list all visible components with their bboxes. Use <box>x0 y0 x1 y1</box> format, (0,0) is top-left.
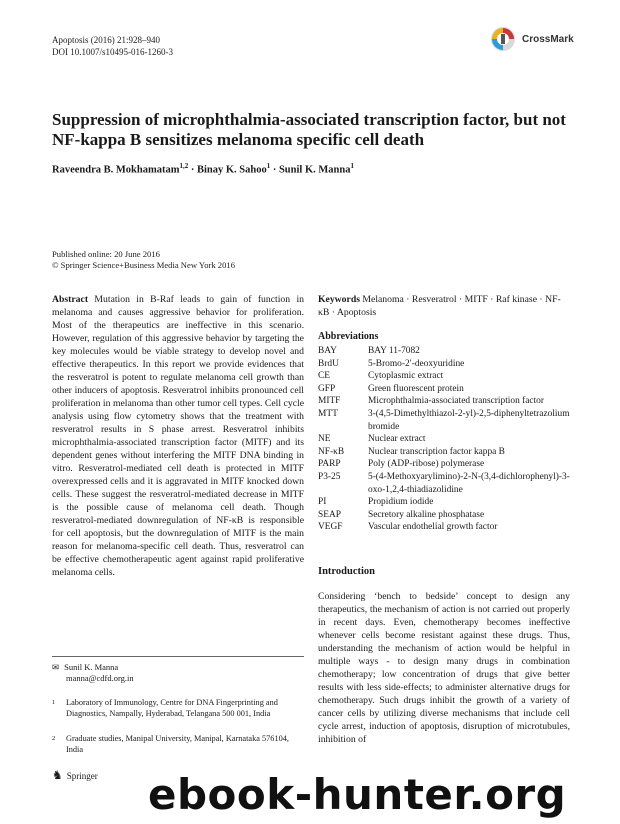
abbreviation-row <box>318 521 578 534</box>
abbreviation-row <box>318 408 578 433</box>
abbr-value: Microphthalmia-associated transcription factor <box>368 396 544 407</box>
introduction-heading: Introduction <box>318 566 375 577</box>
watermark: ebook-hunter.org <box>148 770 567 819</box>
crossmark-badge[interactable] <box>490 24 600 54</box>
abbreviation-row <box>318 471 578 496</box>
abbreviation-row <box>318 458 578 471</box>
abbr-value: Nuclear transcription factor kappa B <box>368 446 505 457</box>
crossmark-icon <box>490 26 516 52</box>
author-affiliation-mark: 1,2 <box>179 162 189 170</box>
abbreviation-row <box>318 433 578 446</box>
keywords <box>318 293 570 319</box>
envelope-icon: ✉ <box>52 662 60 672</box>
abbr-key: PARP <box>318 459 341 470</box>
author-separator: · <box>272 164 279 176</box>
abbr-value: Vascular endothelial growth factor <box>368 522 498 533</box>
abstract <box>52 293 304 579</box>
abbr-value: 5-Bromo-2′-deoxyuridine <box>368 358 465 369</box>
abbr-value: 5-(4-Methoxyarylimino)-2-N-(3,4-dichlorophenyl)-3-oxo-1,2,4-thiadiazolidine <box>368 471 570 495</box>
contact-email[interactable]: manna@cdfd.org.in <box>66 673 134 683</box>
abbreviation-row <box>318 383 578 396</box>
author-name: Sunil K. Manna <box>278 164 351 176</box>
abstract-label: Abstract <box>52 294 89 305</box>
keywords-label: Keywords <box>318 294 360 305</box>
abbr-value: Poly (ADP-ribose) polymerase <box>368 459 485 470</box>
affiliation-1 <box>52 697 304 719</box>
publication-info <box>52 249 235 271</box>
abbr-value: Propidium iodide <box>368 497 434 508</box>
abbr-key: VEGF <box>318 522 343 533</box>
author-affiliation-mark: 1 <box>266 162 271 170</box>
affiliation-number: 1 <box>52 699 56 706</box>
introduction-text: Considering ‘bench to bedside’ concept to design any therapeutics, the mechanism of action is not carried out properly in recent days. Even, chemotherapy becomes ineffective whenever cells become resistant against these drugs. Thus, understanding the mechanism of action would be helpful in multiple ways - to design many drugs in combination chemotherapy; low concentration of drugs that give better results with less side-effects; to administer alternative drugs for chemotherapy. Such drugs inhibit the growth of a variety of cancer cells by utilizing diverse mechanisms that include cell cycle arrest, induction of apoptosis, disruption of microtubules, inhibition of <box>318 591 570 745</box>
abbr-value: Secretory alkaline phosphatase <box>368 509 485 520</box>
abbreviation-row <box>318 370 578 383</box>
abbr-value: 3-(4,5-Dimethylthiazol-2-yl)-2,5-diphenyltetrazolium bromide <box>368 408 570 432</box>
footnote-divider <box>52 656 304 657</box>
affiliation-2 <box>52 733 304 755</box>
abbr-value: Green fluorescent protein <box>368 383 464 394</box>
abbr-key: MITF <box>318 396 341 407</box>
abbreviation-row <box>318 395 578 408</box>
springer-horse-icon: ♞ <box>52 768 63 782</box>
abbr-key: MTT <box>318 408 338 419</box>
journal-line: Apoptosis (2016) 21:928–940 <box>52 35 160 45</box>
abbreviation-row <box>318 358 578 371</box>
abbreviation-row <box>318 509 578 522</box>
journal-citation <box>52 34 173 58</box>
abbr-key: NF-κB <box>318 446 345 457</box>
abbr-key: BrdU <box>318 358 339 369</box>
author-name: Binay K. Sahoo <box>196 164 267 176</box>
affiliation-text: Laboratory of Immunology, Centre for DNA Fingerprinting and Diagnostics, Nampally, Hyderabad, Telangana 500 001, India <box>66 698 278 718</box>
abstract-text: Mutation in B-Raf leads to gain of function in melanoma and causes aggressive behavior for proliferation. Most of the therapeutics are ineffective in this scenario. However, regulation of this aggressive behavior by targeting the key molecules would be viable strategy to develop novel and effective therapeutics. In this report we provide evidences that the resveratrol is potent to regulate melanoma cell growth than other inducers of apoptosis. Resveratrol inhibits pronounced cell proliferation in melanoma than other tumor cell types. Cell cycle analysis using flow cytometry shows that the treatment with resveratrol results in S phase arrest. Resveratrol inhibits microphthalmia-associated transcription factor (MITF) and its dependent genes without interfering the MITF DNA binding in vitro. Resveratrol-mediated cell death is protected in MITF overexpressed cells and it is aggravated in MITF knocked down cells. These suggest the resveratrol-mediated decrease in MITF is the possible cause of melanoma cell death. Though resveratrol-mediated downregulation of NF-κB is responsible for cell apoptosis, but the downregulation of MITF is the main reason for melanoma-specific cell death. Thus, resveratrol can be effective chemotherapeutic agent against rapid proliferative melanoma cells. <box>52 294 304 578</box>
abbr-key: BAY <box>318 346 337 356</box>
author-affiliation-mark: 1 <box>350 162 354 170</box>
abbr-key: SEAP <box>318 509 341 520</box>
contact-name: Sunil K. Manna <box>64 662 119 672</box>
copyright-line: © Springer Science+Business Media New York 2016 <box>52 260 235 270</box>
abbr-value: Cytoplasmic extract <box>368 371 444 382</box>
abbr-key: PI <box>318 497 327 508</box>
affiliation-text: Graduate studies, Manipal University, Manipal, Karnataka 576104, India <box>66 734 289 754</box>
abbr-key: CE <box>318 371 330 382</box>
abbr-value: Nuclear extract <box>368 434 426 445</box>
abbreviation-row <box>318 496 578 509</box>
author-list <box>52 162 354 176</box>
abbreviation-row <box>318 446 578 459</box>
abbreviations-table <box>318 345 578 534</box>
affiliation-number: 2 <box>52 735 56 742</box>
abbr-key: GFP <box>318 383 336 394</box>
keywords-text: Melanoma · Resveratrol · MITF · Raf kinase · NF-κB · Apoptosis <box>318 294 561 318</box>
abbr-key: NE <box>318 434 331 445</box>
published-date: Published online: 20 June 2016 <box>52 249 160 259</box>
doi-line: DOI 10.1007/s10495-016-1260-3 <box>52 47 173 57</box>
abbreviation-row <box>318 345 578 358</box>
publisher-logo <box>52 768 98 783</box>
corresponding-author <box>52 662 134 684</box>
author-separator: · <box>190 164 197 176</box>
author-name: Raveendra B. Mokhamatam <box>52 164 180 176</box>
abbr-value: BAY 11-7082 <box>368 346 420 356</box>
abbreviations-heading: Abbreviations <box>318 331 379 342</box>
crossmark-label: CrossMark <box>522 33 574 45</box>
publisher-name: Springer <box>66 770 98 781</box>
paper-title: Suppression of microphthalmia-associated transcription factor, but not NF-kappa B sensitizes melanoma specific cell death <box>52 110 566 149</box>
abbr-key: P3-25 <box>318 471 341 482</box>
